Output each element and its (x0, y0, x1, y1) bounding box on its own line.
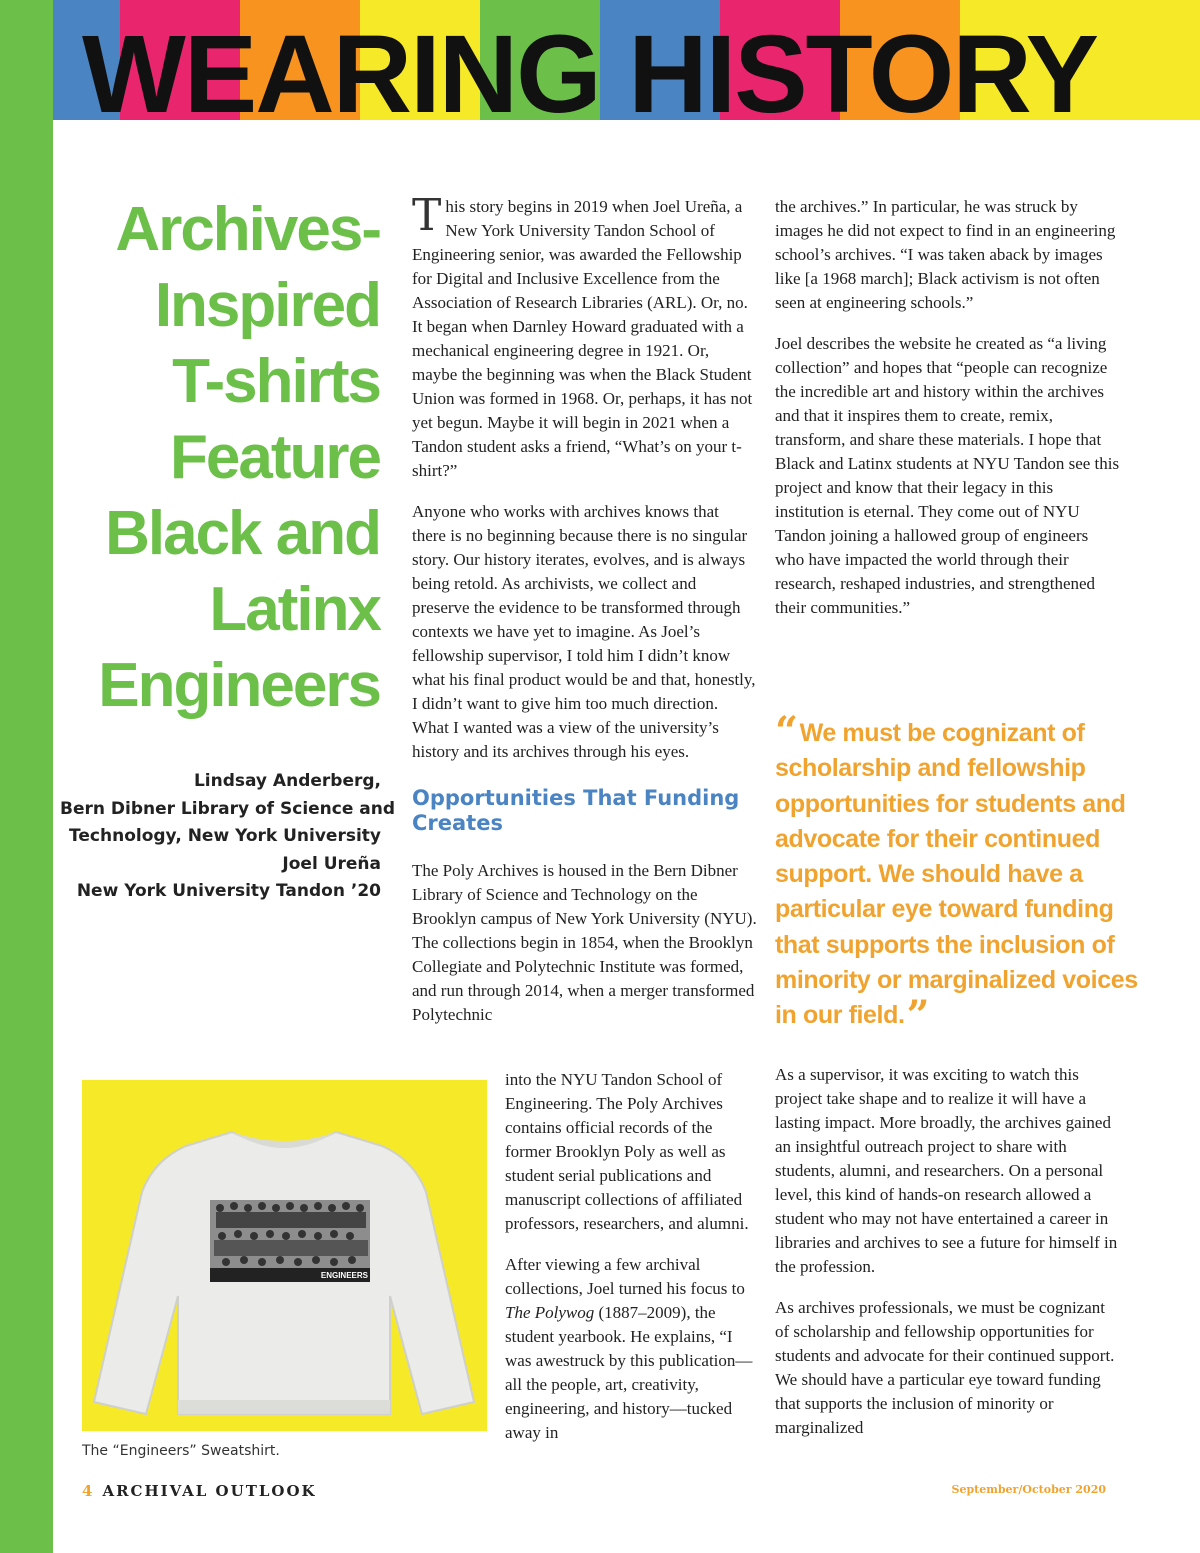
paragraph: Joel describes the website he created as “a living collection” and hopes that “people can recognize the incredible art and history within the archives and that it inspires them to create, remix, transform, and share these materials. I hope that Black and Latinx students at NYU Tandon see this project and know that their legacy in this institution is eternal. They come out of NYU Tandon joining a hallowed group of engineers who have impacted the world through their research, reshaped industries, and strengthened their communities.” (775, 334, 1120, 617)
drop-cap: T (412, 190, 442, 241)
article-column-3-continued (775, 1063, 1120, 1440)
paragraph-text: (1887–2009), the student yearbook. He explains, “I was awestruck by this publication—all the people, art, creativity, engineering, and history—tucked away in (505, 1303, 753, 1442)
section-heading: Opportunities That Funding Creates (412, 786, 740, 835)
paragraph: the archives.” In particular, he was struck by images he did not expect to find in an engineering school’s archives. “I was taken aback by images like [a 1968 march]; Black activism is not often seen at engineering schools.” (775, 197, 1116, 312)
article-title (60, 192, 380, 724)
byline-line: Technology, New York University (69, 826, 381, 846)
publication-name: ARCHIVAL OUTLOOK (102, 1482, 317, 1500)
title-line: T-shirts (172, 347, 380, 416)
paragraph: As a supervisor, it was exciting to watch this project take shape and to realize it will have a lasting impact. More broadly, the archives gained an insightful outreach project to share with students, alumni, and researchers. On a personal level, this kind of hands-on research allowed a student who may not have entertained a career in libraries and archives to see a future for himself in the profession. (775, 1065, 1118, 1276)
sweatshirt-print-label: ENGINEERS (320, 1271, 368, 1280)
paragraph: As archives professionals, we must be cognizant of scholarship and fellowship opportunities for students and advocate for their continued support. We should have a particular eye toward funding that supports the inclusion of minority or marginalized (775, 1298, 1115, 1437)
masthead-title: WEARING HISTORY (82, 13, 1098, 136)
pull-quote-line (775, 992, 1120, 1040)
paragraph-polywog (505, 1253, 757, 1445)
byline-line: Lindsay Anderberg, (193, 771, 381, 791)
sweatshirt-illustration (82, 1080, 487, 1431)
title-line: Latinx (209, 575, 380, 644)
sweatshirt-photo (82, 1080, 487, 1431)
byline-line: Joel Ureña (282, 853, 381, 874)
footer-publication (82, 1482, 317, 1500)
pull-quote-text: in our field. (775, 1001, 905, 1030)
paragraph-intro (412, 190, 757, 483)
pull-quote-line: advocate for their continued (775, 824, 1100, 853)
pull-quote-line: support. We should have a (775, 860, 1083, 889)
pull-quote-line: minority or marginalized voices (775, 966, 1138, 995)
byline-line: Bern Dibner Library of Science and (60, 798, 396, 819)
title-line: Archives- (115, 195, 380, 264)
pull-quote-text: We must be cognizant of (799, 719, 1085, 747)
pull-quote-line: particular eye toward funding (775, 895, 1114, 924)
pull-quote-line (775, 708, 1120, 755)
article-column-1 (412, 190, 757, 1027)
author-byline (60, 768, 396, 906)
photo-caption: The “Engineers” Sweatshirt. (82, 1443, 280, 1459)
pull-quote-line: opportunities for students and (775, 789, 1126, 818)
title-line: Black and (105, 499, 380, 568)
open-quote-mark: “ (775, 708, 798, 755)
article-column-1-continued (505, 1068, 757, 1445)
pull-quote-line: that supports the inclusion of (775, 930, 1115, 959)
paragraph: The Poly Archives is housed in the Bern Dibner Library of Science and Technology on the Brooklyn campus of New York University (NYU). The collections begin in 1854, when the Brooklyn Collegiate and Polytechnic Institute was formed, and run through 2014, when a merger transformed Polytechnic (412, 861, 757, 1024)
paragraph: into the NYU Tandon School of Engineering. The Poly Archives contains official records of the former Brooklyn Poly as well as student serial publications and manuscript collections of affiliated professors, researchers, and alumni. (505, 1070, 749, 1233)
close-quote-mark: ” (906, 992, 930, 1040)
pull-quote (775, 708, 1138, 1040)
paragraph: Anyone who works with archives knows that there is no beginning because there is no singular story. Our history iterates, evolves, and is always being retold. As archivists, we collect and preserve the evidence to be transformed through contexts we have yet to imagine. As Joel’s fellowship supervisor, I told him I didn’t know what his final product would be and that, honestly, I didn’t want to give him too much direction. What I wanted was a view of the university’s history and its archives through his eyes. (412, 502, 756, 761)
paragraph-text: After viewing a few archival collections, Joel turned his focus to (505, 1255, 745, 1298)
title-line: Engineers (98, 651, 380, 720)
title-line: Inspired (154, 271, 380, 340)
left-green-bar (0, 0, 53, 1553)
pull-quote-line: scholarship and fellowship (775, 754, 1086, 783)
paragraph-intro-text: his story begins in 2019 when Joel Ureña, a New York University Tandon School of Engineering senior, was awarded the Fellowship for Digital and Inclusive Excellence from the Association of Research Libraries (ARL). Or, no. It began when Darnley Howard graduated with a mechanical engineering degree in 1921. Or, maybe the beginning was when the Black Student Union was formed in 1968. Or, perhaps, it has not yet begun. Maybe it will begin in 2021 when a Tandon student asks a friend, “What’s on your t-shirt?” (412, 197, 753, 480)
byline-line: New York University Tandon ’20 (76, 881, 381, 901)
footer-issue-date: September/October 2020 (951, 1483, 1106, 1496)
page-number: 4 (82, 1482, 93, 1500)
title-line: Feature (170, 423, 380, 492)
publication-title: The Polywog (505, 1303, 595, 1322)
article-column-3 (775, 195, 1120, 620)
